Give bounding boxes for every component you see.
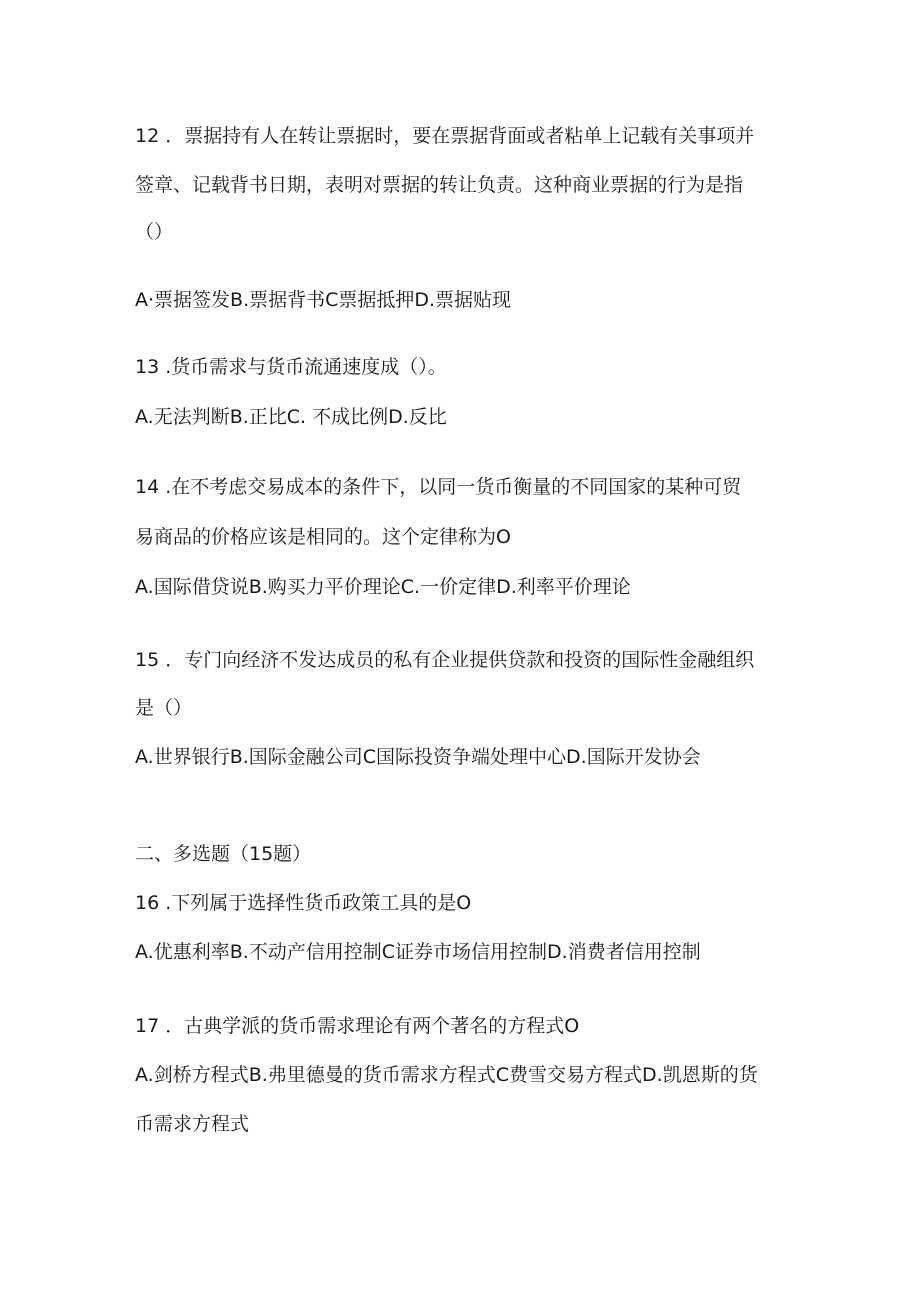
question-12-options: A·票据签发B.票据背书C票据抵押D.票据贴现 <box>135 289 512 311</box>
question-15-options: A.世界银行B.国际金融公司C国际投资争端处理中心D.国际开发协会 <box>135 746 701 768</box>
question-13-text: 13 .货币需求与货币流通速度成（）。 <box>135 356 447 378</box>
question-14-options: A.国际借贷说B.购买力平价理论C.一价定律D.利率平价理论 <box>135 576 631 598</box>
section-heading-multiple-choice: 二、多选题（15题） <box>135 843 312 865</box>
question-15-text-line-1: 15 ．专门向经济不发达成员的私有企业提供贷款和投资的国际性金融组织 <box>135 649 755 671</box>
question-15-text-line-2: 是（） <box>135 697 193 719</box>
question-13-options: A.无法判断B.正比C. 不成比例D.反比 <box>135 406 447 428</box>
question-16-text: 16 .下列属于选择性货币政策工具的是O <box>135 892 472 914</box>
question-12-text-line-2: 签章、记载背书日期，表明对票据的转让负责。这种商业票据的行为是指 <box>135 174 744 196</box>
question-14-text-line-1: 14 .在不考虑交易成本的条件下，以同一货币衡量的不同国家的某种可贸 <box>135 476 742 498</box>
question-17-options-line-2: 币需求方程式 <box>135 1113 250 1135</box>
question-17-options-line-1: A.剑桥方程式B.弗里德曼的货币需求方程式C费雪交易方程式D.凯恩斯的货 <box>135 1064 758 1086</box>
question-17-text: 17 ．古典学派的货币需求理论有两个著名的方程式O <box>135 1015 580 1037</box>
question-16-options: A.优惠利率B.不动产信用控制C证券市场信用控制D.消费者信用控制 <box>135 941 701 963</box>
question-14-text-line-2: 易商品的价格应该是相同的。这个定律称为O <box>135 526 511 548</box>
question-12-text-line-3: （） <box>135 221 174 243</box>
question-12-text-line-1: 12 ．票据持有人在转让票据时，要在票据背面或者粘单上记载有关事项并 <box>135 125 755 147</box>
